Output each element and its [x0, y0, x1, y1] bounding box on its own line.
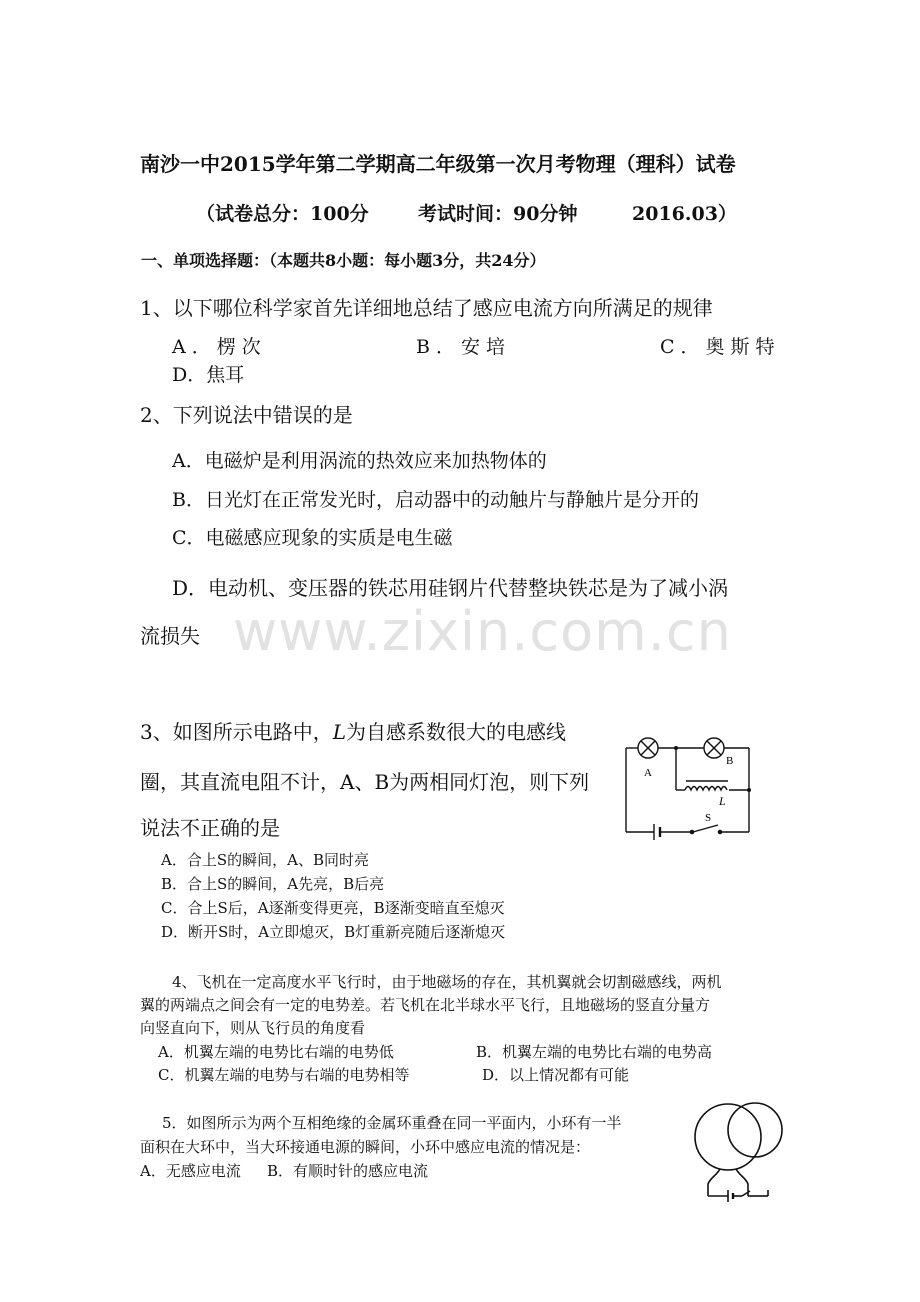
- q4-stem-line2: 翼的两端点之间会有一定的电势差。若飞机在北半球水平飞行，且地磁场的竖直分量方: [140, 996, 711, 1014]
- q5-option-b: B．有顺时针的感应电流: [267, 1162, 429, 1180]
- q5-rings-diagram: [690, 1092, 790, 1204]
- q1-stem: 1、以下哪位科学家首先详细地总结了感应电流方向所满足的规律: [140, 296, 713, 320]
- q4-option-d: D．以上情况都有可能: [482, 1066, 630, 1084]
- q2-option-d-continued: 流损失: [140, 624, 200, 648]
- q2-option-a: A．电磁炉是利用涡流的热效应来加热物体的: [172, 450, 547, 472]
- q3-stem-line3: 说法不正确的是: [140, 816, 280, 840]
- q2-option-d: D．电动机、变压器的铁芯用硅钢片代替整块铁芯是为了减小涡: [172, 576, 729, 600]
- q3-stem-line1: [140, 716, 566, 745]
- q5-stem-line1: 5．如图所示为两个互相绝缘的金属环重叠在同一平面内，小环有一半: [162, 1114, 622, 1132]
- q4-stem-line3: 向竖直向下，则从飞行员的角度看: [140, 1019, 366, 1037]
- q3-option-d: D．断开S时，A立即熄灭，B灯重新亮随后逐渐熄灭: [161, 923, 506, 941]
- q3-stem-prefix: 3、如图所示电路中，: [140, 720, 333, 744]
- q2-option-c: C．电磁感应现象的实质是电生磁: [172, 527, 453, 549]
- q2-stem: 2、下列说法中错误的是: [140, 403, 353, 427]
- q1-option-b: B．安培: [416, 336, 511, 358]
- q4-option-c: C．机翼左端的电势与右端的电势相等: [158, 1066, 410, 1084]
- q4-option-b: B．机翼左端的电势比右端的电势高: [476, 1043, 713, 1061]
- exam-total-score: （试卷总分：100分: [196, 203, 369, 225]
- small-ring-icon: [728, 1103, 782, 1157]
- exam-date: 2016.03）: [632, 203, 737, 225]
- q2-option-b: B．日光灯在正常发光时，启动器中的动触片与静触片是分开的: [172, 489, 699, 511]
- large-ring-icon: [695, 1104, 761, 1170]
- q3-stem-suffix: 为自感系数很大的电感线: [346, 720, 567, 744]
- q3-stem-line2: 圈，其直流电阻不计，A、B为两相同灯泡，则下列: [140, 770, 590, 794]
- exam-title: 南沙一中2015学年第二学期高二年级第一次月考物理（理科）试卷: [140, 152, 736, 176]
- q1-option-c: C．奥斯特: [660, 336, 781, 358]
- label-lamp-a: A: [644, 767, 652, 779]
- q4-stem-line1: 4、飞机在一定高度水平飞行时，由于地磁场的存在，其机翼就会切割磁感线，两机: [172, 973, 722, 991]
- exam-duration: 考试时间：90分钟: [418, 203, 578, 225]
- q3-option-a: A．合上S的瞬间，A、B同时亮: [161, 851, 369, 869]
- q5-option-a: A．无感应电流: [140, 1162, 241, 1180]
- q3-circuit-diagram: [618, 728, 758, 840]
- lamp-b-icon: [704, 738, 724, 758]
- label-inductor: L: [719, 794, 726, 808]
- lamp-a-icon: [638, 738, 658, 758]
- q1-option-a: A．楞次: [172, 336, 267, 358]
- q3-option-c: C．合上S后，A逐渐变得更亮，B逐渐变暗直至熄灭: [161, 899, 505, 917]
- label-lamp-b: B: [726, 755, 734, 767]
- q3-option-b: B．合上S的瞬间，A先亮，B后亮: [161, 875, 385, 893]
- section-heading: 一、单项选择题：（本题共8小题：每小题3分，共24分）: [141, 251, 546, 270]
- q5-stem-line2: 面积在大环中，当大环接通电源的瞬间，小环中感应电流的情况是：: [140, 1138, 591, 1156]
- q4-option-a: A．机翼左端的电势比右端的电势低: [158, 1043, 394, 1061]
- label-switch: S: [705, 812, 712, 824]
- watermark-text: www.zixin.com.cn: [233, 600, 732, 663]
- q3-inductor-variable: L: [332, 720, 347, 744]
- q1-option-d: D．焦耳: [172, 364, 245, 386]
